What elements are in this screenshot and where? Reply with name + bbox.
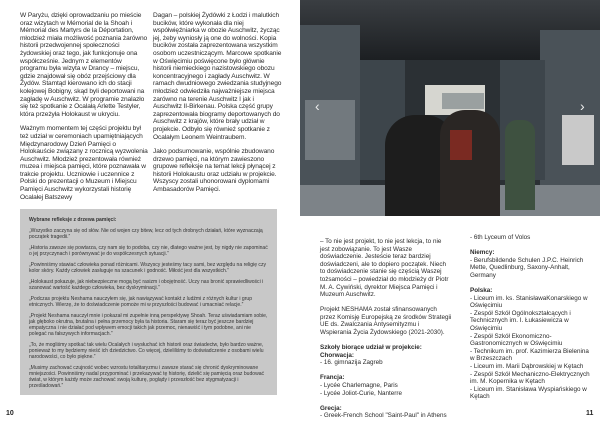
chevron-right-icon: › xyxy=(580,98,585,114)
page-number-left: 10 xyxy=(6,410,14,417)
quote: „Holokaust pokazuje, jak niebezpieczne mogą być rasizm i obojętność. Uczy nas bronić sprawiedliwości i szanować wartość każdego człowieka, bez dyskryminacji.” xyxy=(29,279,264,292)
reflections-box xyxy=(20,209,277,395)
left-column-1 xyxy=(20,12,148,201)
school-item: - Liceum im. Marii Dąbrowskiej w Kętach xyxy=(470,362,584,370)
quote: „Podczas projektu Neshama nauczyłem się, jak nawiązywać kontakt z ludźmi z różnych kultur i grup etnicznych. Wierzę, że to doświadczenie pomoże mi w przyszłości budować i umacniać relacje.” xyxy=(29,296,252,309)
paragraph: Ważnym momentem tej części projektu był też udział w ceremoniach upamiętniających Międzynarodowy Dzień Pamięci o Holokauście związany z rocznicą wyzwolenia Auschwitz. Młodzież prezentowała również muzea i miejsca pamięci, które poznawała w trakcie projektu. Uczniowie i uczennice z Polski do prezentacji o Muzeum i Miejscu Pamięci Auschwitz wykorzystali historię Ocalałej Batszewy xyxy=(20,125,148,201)
director-quote: – To nie jest projekt, to nie jest lekcja, to nie jest zobowiązanie. To jest Wasze doświadczenie. Jesteście teraz bardziej doświadczeni, ale to dopiero początek. Niech to doświadczenie stanie się częścią Waszej tożsamości – powiedział do młodzieży dr Piotr M. A. Cywiński, dyrektor Miejsca Pamięci i Muzeum Auschwitz. xyxy=(320,238,449,299)
school-item: - Berufsbildende Schulen J.P.C. Heinrich Mette, Quedlinburg, Saxony-Anhalt, Germany xyxy=(470,256,584,279)
school-item: - 16. gimnazija Zagreb xyxy=(320,359,383,367)
right-column-1 xyxy=(320,238,452,420)
left-columns xyxy=(20,12,282,201)
quote: „To, że mogliśmy spotkać tak wielu Ocalałych i wysłuchać ich historii oraz świadectw, było bardzo ważne, ponieważ to my będziemy nieść ich dziedzictwo. Co więcej, dzieliliśmy to doświadczenie z osobami wielu narodowości, co było piękne.” xyxy=(29,342,264,361)
right-column-2 xyxy=(470,234,595,401)
funding-note: Projekt NESHAMA został sfinansowanych przez Komisję Europejską ze środków Strategii UE ds. Zwalczania Antysemityzmu i Wspierania Życia Żydowskiego (2021-2030). xyxy=(320,306,452,337)
school-item: - Greek-French School "Saint-Paul" in Athens xyxy=(320,412,447,420)
paragraph: Jako podsumowanie, wspólnie zbudowano drzewo pamięci, na którym zawieszono grupowe refleksje na temat lekcji płynącej z historii Holokaustu oraz udziału w projekcie. Wszyscy zostali uhonorowani dyplomami Ambasadorów Pamięci. xyxy=(153,148,277,194)
school-item: - Liceum im. ks. StanisławaKonarskiego w Oświęcimiu xyxy=(470,294,588,310)
paragraph: Dagan – polskiej Żydówki z Łodzi i malutkich bucików, które wykonała dla niej współwięźniarka w obozie Auschwitz, życząc jej, żeby wyniosły ją one do wolności. Kopia bucików została zaprezentowana wszystkim osobom uczestniczącym. Marcowe spotkanie w Oświęcimiu poświęcone było głównie historii niemieckiego nazistowskiego obozu koncentracyjnego i zagłady Auschwitz. W ramach dwudniowego zwiedzania studyjnego młodzież odwiedziła najważniejsze miejsca zarówno na terenie Auschwitz I jak i Auschwitz II-Birkenau. Polska część grupy zaprezentowała biogramy deportowanych do Auschwitz z krajów, które brały udział w projekcie. Odbyło się również spotkanie z Ocalałym Leonem Weintraubem. xyxy=(153,12,282,141)
left-column-2 xyxy=(153,12,282,194)
exhibition-photo xyxy=(300,0,600,216)
school-item: - Zespół Szkół Ogólnokształcących i Technicznych im. I. Łukasiewicza w Oświęcimiu xyxy=(470,309,571,332)
school-item: - 6th Lyceum of Volos xyxy=(470,234,531,241)
left-page xyxy=(20,12,282,395)
country-heading: Chorwacja: xyxy=(320,351,354,359)
school-item: - Technikum im. prof. Kazimierza Bielenina w Brzeszczach xyxy=(470,347,589,363)
quote: „Wszystko zaczyna się od słów. Nie od wojen czy bitew, lecz od tych drobnych działań, które wyznaczają początek tragedii.” xyxy=(29,228,263,241)
page-number-right: 11 xyxy=(586,410,594,417)
country-heading: Grecja: xyxy=(320,404,342,412)
chevron-left-icon: ‹ xyxy=(315,98,320,114)
country-heading: Francja: xyxy=(320,374,345,382)
quote: „Historia zawsze się powtarza, czy nam się to podoba, czy nie, dlatego ważne jest, by nigdy nie zapominać o jej przyczynach i porównywać je do współczesnych sytuacji.” xyxy=(29,245,268,258)
school-item: - Zespół Szkół Mechaniczno-Elektrycznych im. M. Kopernika w Kętach xyxy=(470,370,590,386)
quote: „Powinniśmy stawiać człowieka ponad różnicami. Wszyscy jesteśmy tacy sami, bez względu na religię czy kolor skóry. Każdy człowiek zasługuje na szacunek i godność. Miłość jest dla wszystkich.” xyxy=(29,262,267,275)
school-item: - Liceum im. Stanisława Wyspiańskiego w Kętach xyxy=(470,385,587,401)
school-item: - Lycée Charlemagne, Paris xyxy=(320,382,398,389)
country-heading: Niemcy: xyxy=(470,249,495,257)
schools-heading: Szkoły biorące udział w projekcie: xyxy=(320,344,422,352)
box-title: Wybrane refleksje z drzewa pamięci: xyxy=(29,217,117,224)
quote: „Musimy zachować czujność wobec wzrostu totalitaryzmu i zawsze starać się chronić dyskryminowane mniejszości. Powinniśmy nadal przypominać i przekazywać tę historię, dzielić się pamięcią oraz budować świat, w którym każdy może zachować swoją kulturę, poglądy i przeszłość bez stygmatyzacji i prześladowań.” xyxy=(29,365,265,390)
country-heading: Polska: xyxy=(470,286,493,294)
paragraph: W Paryżu, dzięki oprowadzaniu po mieście oraz wizytach w Mémorial de la Shoah i Mémorial des Martyrs de la Déportation, młodzież miała możliwość poznania żarówno historii przedwojennej społeczności żydowskiej oraz tego, jak funkcjonuje ona współcześnie. Jednym z elementów programu była wizyta w Drancy – miejscu, gdzie znajdował się obóz przejściowy dla Żydów. Stamtąd kierowano ich do stacji kolejowej Bobigny, skąd byli deportowani na zagładę w Auschwitz. W programie znalazło się też spotkanie z Ocalałą Arlette Testyler, która przeżyła Holokaust w ukryciu. xyxy=(20,12,148,118)
school-item: - Lycée Joliot-Curie, Nanterre xyxy=(320,389,403,397)
school-item: - Zespół Szkół Ekonomiczno-Gastronomicznych w Oświęcimiu xyxy=(470,332,563,348)
quote: „Projekt Neshama nauczył mnie i pokazał mi zupełnie inną perspektywę Shoah. Teraz uświadamiam sobie, jak głęboko okrutna, brutalna i pełna przemocy była ta historia. Staram się teraz być jeszcze bardziej empatyczna i nie działać pod wpływem emocji takich jak przemoc, nienawiść i tym podobne, ani nie polegać na fałszywych informacjach.” xyxy=(29,313,268,338)
